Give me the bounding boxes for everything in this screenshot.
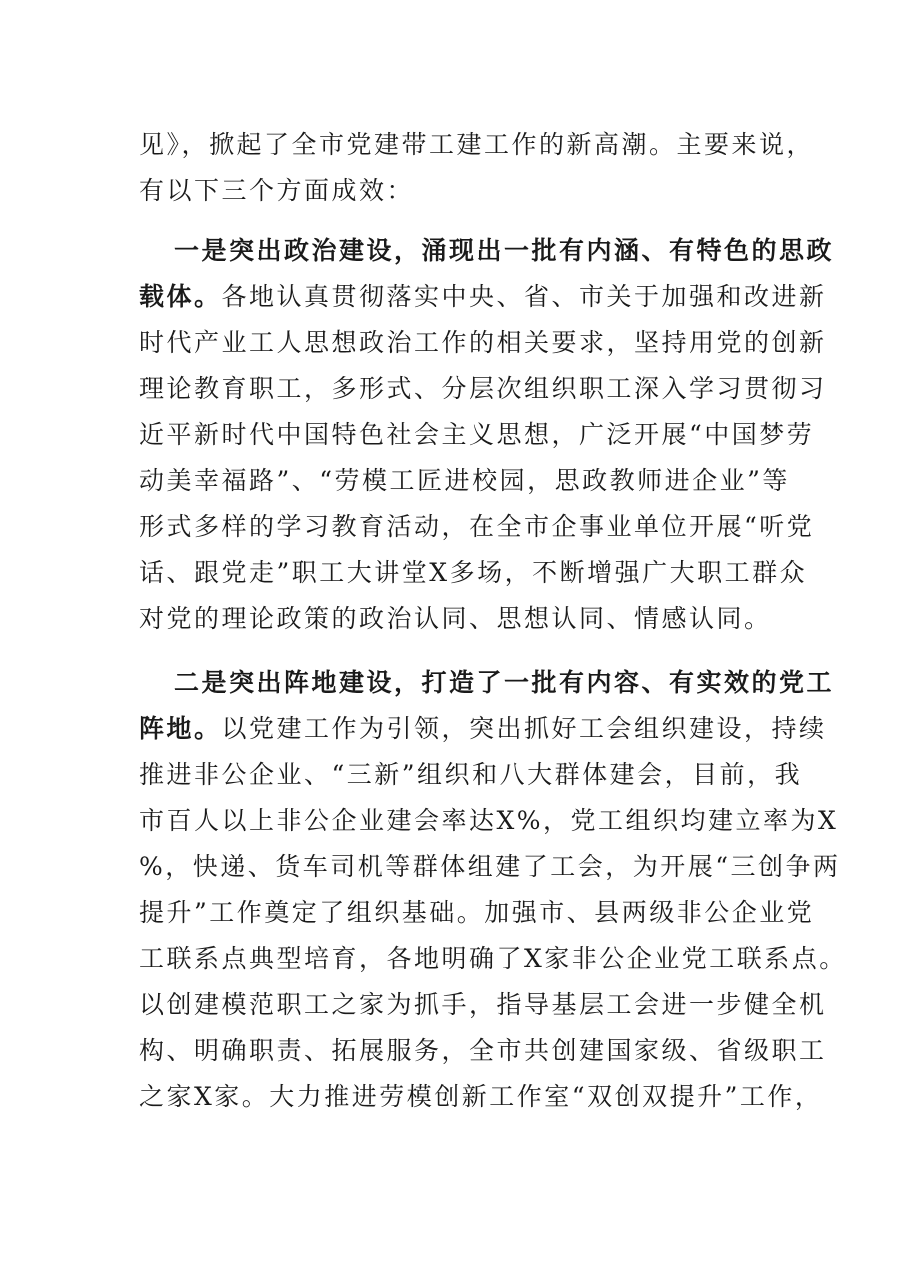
section1-line: 理论教育职工，多形式、分层次组织职工深入学习贯彻习: [139, 374, 827, 403]
section1-heading-text: 一是突出政治建设，涌现出一批有内涵、有特色的思政: [174, 236, 835, 265]
section1-line: 形式多样的学习教育活动，在全市企事业单位开展“听党: [139, 512, 815, 541]
section2-line: 之家X家。大力推进劳模创新工作室“双创双提升”工作，: [139, 1082, 823, 1111]
section2-line: 提升”工作奠定了组织基础。加强市、县两级非公企业党: [139, 898, 815, 927]
section2-line: 构、明确职责、拓展服务，全市共创建国家级、省级职工: [139, 1036, 827, 1065]
intro-line-2: 有以下三个方面成效：: [139, 176, 415, 205]
section1-heading-line-2: [139, 274, 827, 320]
section2-line: %，快递、货车司机等群体组建了工会，为开展“三创争两: [139, 852, 841, 881]
section2-text: 以党建工作为引领，突出抓好工会组织建设，持续: [221, 714, 827, 743]
section1-line: 动美幸福路”、“劳模工匠进校园，思政教师进企业”等: [139, 466, 790, 495]
section2-heading-text: 二是突出阵地建设，打造了一批有内容、有实效的党工: [174, 668, 835, 697]
section2-line: 以创建模范职工之家为抓手，指导基层工会进一步健全机: [139, 990, 827, 1019]
section2-heading-line-2: [139, 706, 827, 752]
intro-line-1: 见》，掀起了全市党建带工建工作的新高潮。主要来说，: [139, 130, 815, 159]
section1-heading-tail: 载体。: [139, 282, 222, 311]
section2-line: 工联系点典型培育，各地明确了X家非公企业党工联系点。: [139, 944, 847, 973]
section1-text: 各地认真贯彻落实中央、省、市关于加强和改进新: [221, 282, 827, 311]
section1-line: 时代产业工人思想政治工作的相关要求，坚持用党的创新: [139, 328, 827, 357]
section1-line: 近平新时代中国特色社会主义思想，广泛开展“中国梦劳: [139, 420, 815, 449]
section1-heading: [174, 228, 834, 274]
section2-heading-tail: 阵地。: [139, 714, 222, 743]
section2-heading: [174, 660, 834, 706]
section2-line: 市百人以上非公企业建会率达X%，党工组织均建立率为X: [139, 806, 839, 835]
section1-line: 话、跟党走”职工大讲堂X多场，不断增强广大职工群众: [139, 558, 808, 587]
section2-line: 推进非公企业、“三新”组织和八大群体建会，目前，我: [139, 760, 803, 789]
section1-line: 对党的理论政策的政治认同、思想认同、情感认同。: [139, 604, 772, 633]
